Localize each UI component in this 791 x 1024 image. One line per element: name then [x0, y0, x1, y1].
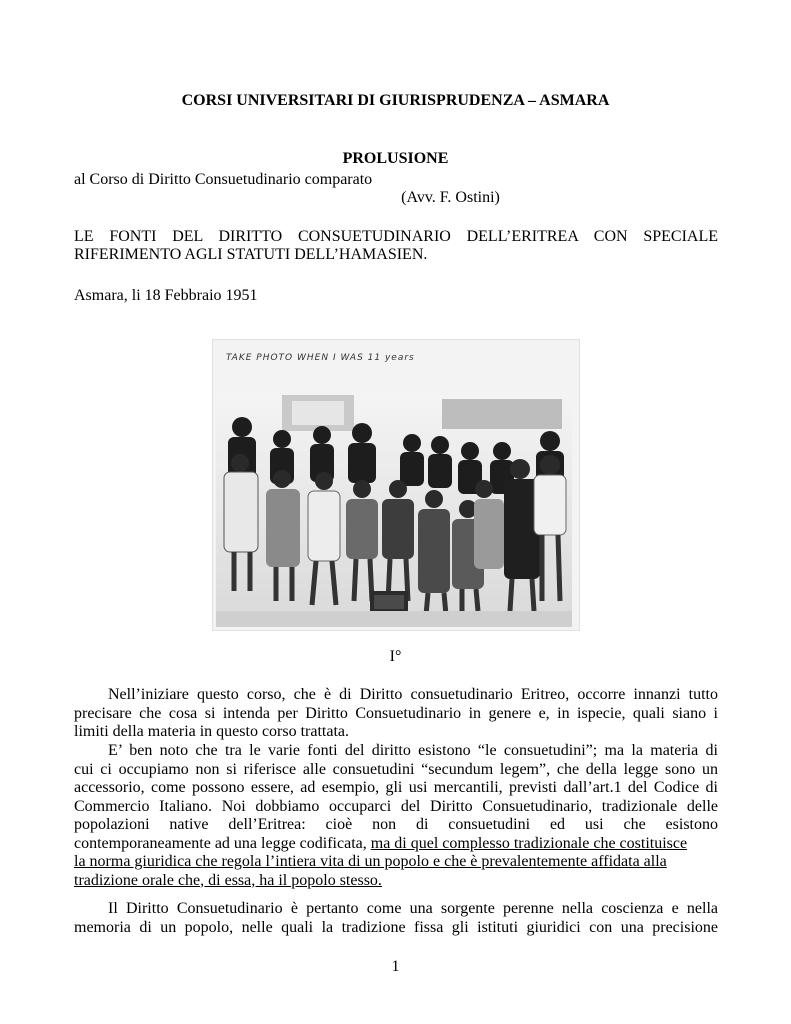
underlined-line: tradizione orale che, di essa, ha il popolo stesso. [74, 871, 382, 889]
paragraph-line: Il Diritto Consuetudinario è pertanto come una sorgente perenne nella coscienza e nella [108, 900, 718, 917]
paragraph-line: precisare che cosa si intenda per Diritto Consuetudinario in genere e, in ispecie, quali siano i [74, 704, 718, 722]
underlined-line: la norma giuridica che regola l’intiera vita di un popolo e che è prevalentemente affidata alla [74, 853, 667, 870]
author-name: (Avv. F. Ostini) [401, 189, 500, 206]
paragraph-text: contemporaneamente ad una legge codificata, [74, 834, 371, 852]
photo-handwritten-caption: TAKE PHOTO WHEN I WAS 11 years [226, 353, 415, 363]
subject-line-1: LE FONTI DEL DIRITTO CONSUETUDINARIO DELL’ERITREA CON SPECIALE [74, 228, 718, 245]
paragraph-line: Nell’iniziare questo corso, che è di Diritto consuetudinario Eritreo, occorre innanzi tutto [108, 686, 718, 703]
section-numeral: I° [389, 648, 402, 665]
paragraph-line: accessorio, come possono essere, ad esempio, gli usi mercantili, previsti dall’art.1 del Codice di [74, 779, 718, 796]
course-name: al Corso di Diritto Consuetudinario comparato [74, 171, 373, 188]
paragraph-2 [74, 742, 718, 890]
paragraph-line: limiti della materia in questo corso trattata. [74, 723, 350, 740]
document-title: CORSI UNIVERSITARI DI GIURISPRUDENZA – ASMARA [181, 92, 610, 109]
paragraph-1 [74, 686, 718, 742]
class-photograph [212, 339, 580, 631]
paragraph-line: cui ci occupiamo non si riferisce alle consuetudini “secundum legem”, che della legge sono un [74, 760, 718, 778]
paragraph-line: popolazioni native dell’Eritrea: cioè non di consuetudini ed usi che esistono [74, 816, 718, 833]
paragraph-3 [74, 900, 718, 937]
subject-line-2: RIFERIMENTO AGLI STATUTI DELL’HAMASIEN. [74, 246, 428, 263]
prolusione-heading: PROLUSIONE [342, 150, 449, 167]
paragraph-line-mixed [74, 835, 718, 854]
dateline: Asmara, li 18 Febbraio 1951 [74, 287, 258, 304]
photo-image [212, 339, 580, 631]
paragraph-line: E’ ben noto che tra le varie fonti del diritto esistono “le consuetudini”; ma la materia di [108, 742, 718, 759]
underlined-text: ma di quel complesso tradizionale che costituisce [370, 834, 688, 852]
paragraph-line: memoria di un popolo, nelle quali la tradizione fissa gli istituti giuridici con una precisione [74, 918, 718, 936]
page-number: 1 [391, 958, 400, 975]
paragraph-line: Commercio Italiano. Noi dobbiamo occuparci del Diritto Consuetudinario, tradizionale delle [74, 797, 718, 815]
